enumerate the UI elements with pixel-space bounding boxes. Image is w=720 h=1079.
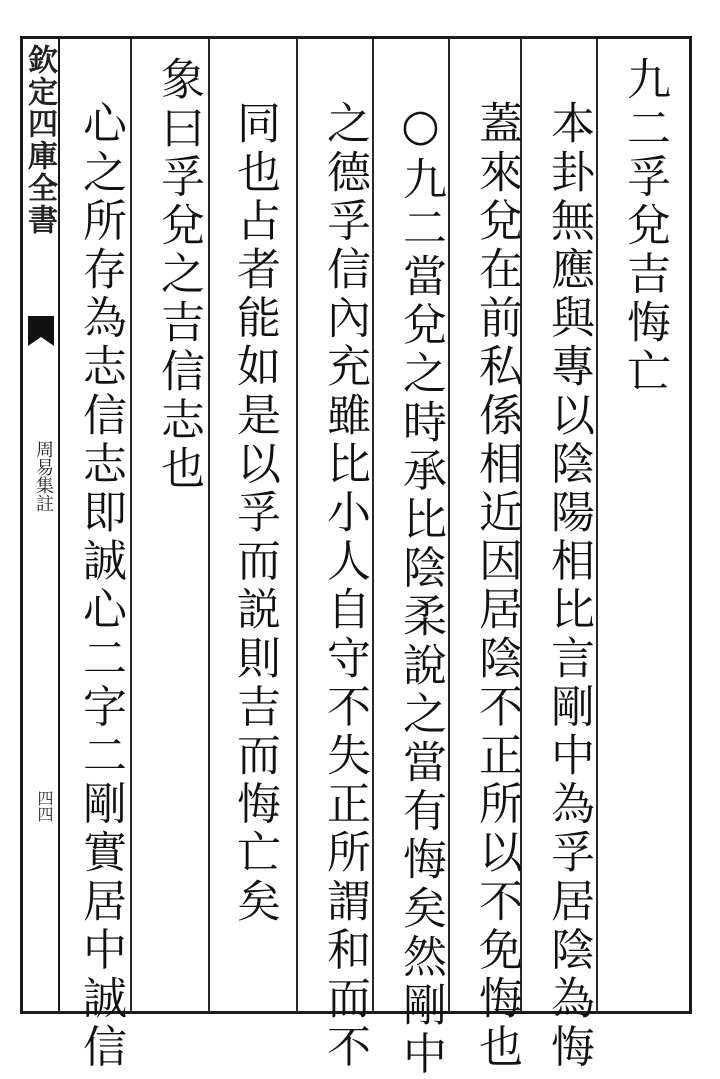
text-column: 同也占者能如是以孚而説則吉而悔亡矣 xyxy=(229,100,280,927)
text-column: 心之所存為志信志即誠心二字二剛實居中誠信 xyxy=(75,100,126,1072)
text-column-heading: 九二孚兌吉悔亡 xyxy=(619,56,670,397)
margin-collection-title: 欽定四庫全書 xyxy=(22,44,57,236)
text-column: 之德孚信內充雖比小人自守不失正所謂和而不 xyxy=(319,100,370,1072)
margin-book-title: 周易集註 xyxy=(33,440,54,512)
text-column: 蓋來兌在前私係相近因居陰不正所以不免悔也 xyxy=(471,100,522,1072)
text-column: ○九二當兌之時承比陰柔說之當有悔矣然剛中 xyxy=(395,100,446,1079)
column-rule xyxy=(296,39,298,1011)
margin-page-number: 四四 xyxy=(35,790,54,822)
column-rule xyxy=(208,39,210,1011)
column-rule xyxy=(130,39,132,1011)
text-column-xiang: 象曰孚兌之吉信志也 xyxy=(153,56,204,494)
text-column: 本卦無應與專以陰陽相比言剛中為孚居陰為悔 xyxy=(543,100,594,1072)
margin-rule xyxy=(58,36,60,1014)
